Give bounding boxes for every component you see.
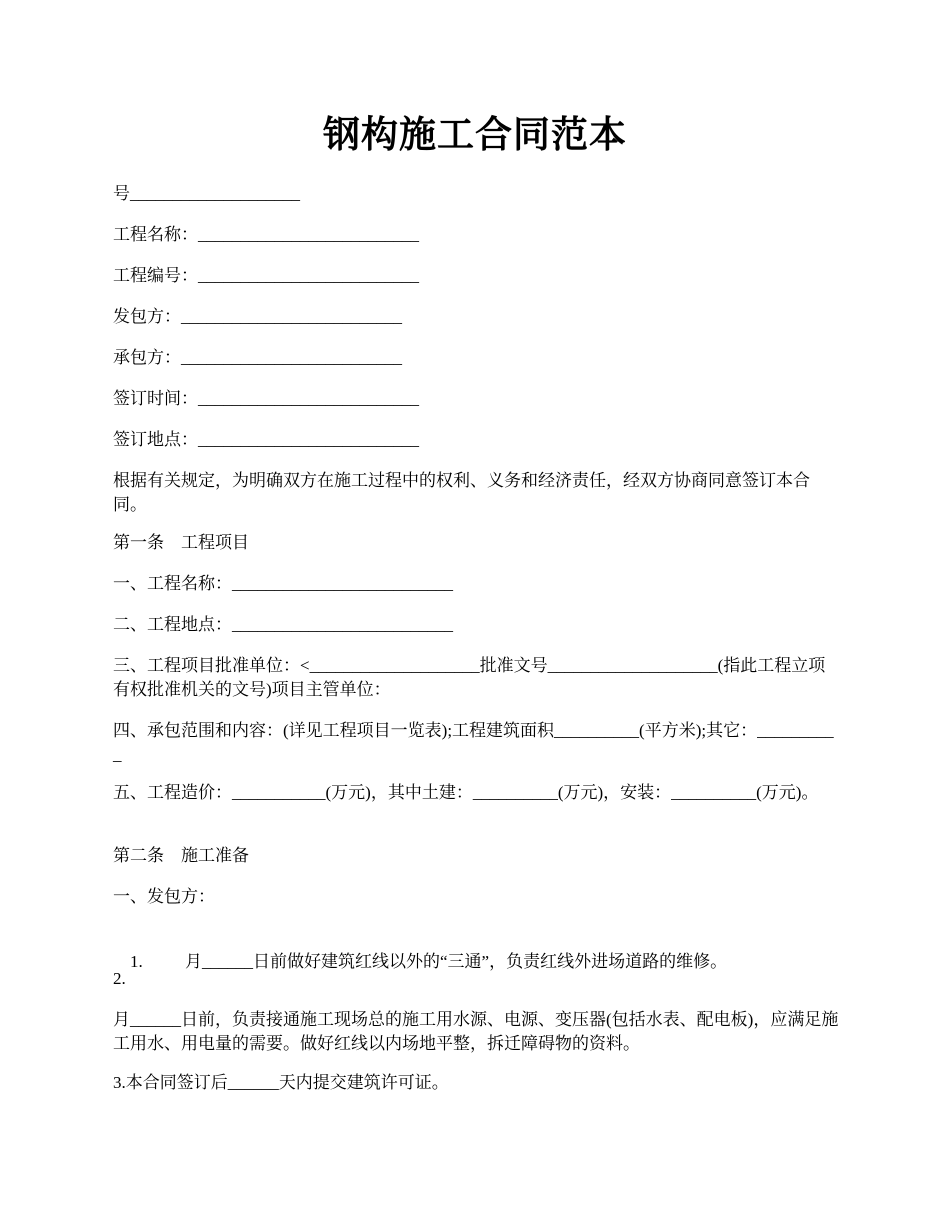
contract-number-line: 号____________________ [113, 184, 300, 203]
document-title: 钢构施工合同范本 [323, 115, 627, 156]
point-number: 1. [130, 952, 143, 971]
article-2-subheading: 一、发包方： [113, 887, 215, 906]
signing-place-line: 签订地点：__________________________ [113, 430, 419, 449]
intro-paragraph: 根据有关规定，为明确双方在施工过程中的权利、义务和经济责任，经双方协商同意签订本合同。 [113, 471, 810, 514]
project-code-line: 工程编号：__________________________ [113, 266, 419, 285]
article-2-point-2-text: 月______日前，负责接通施工现场总的施工用水源、电源、变压器(包括水表、配电板)，应满足施工用水、用电量的需要。做好红线以内场地平整，拆迁障碍物的资料。 [113, 1010, 839, 1053]
article-1-heading: 第一条 工程项目 [113, 533, 249, 552]
article-1-item-4: 四、承包范围和内容：(详见工程项目一览表);工程建筑面积__________(平方米);其它：__________ [113, 721, 834, 764]
article-2-point-2-number: 2. [113, 969, 126, 988]
point-text: 月______日前做好建筑红线以外的“三通”，负责红线外进场道路的维修。 [185, 952, 728, 971]
employer-line: 发包方：__________________________ [113, 307, 402, 326]
article-1-item-5: 五、工程造价：___________(万元)，其中土建：__________(万元)，安装：__________(万元)。 [113, 783, 819, 802]
article-1-item-3: 三、工程项目批准单位：<____________________批准文号____________________(指此工程立项有权批准机关的文号)项目主管单位： [113, 656, 826, 699]
contractor-line: 承包方：__________________________ [113, 348, 402, 367]
article-1-item-2: 二、工程地点：__________________________ [113, 615, 453, 634]
signing-date-line: 签订时间：__________________________ [113, 389, 419, 408]
article-1-item-1: 一、工程名称：__________________________ [113, 574, 453, 593]
project-name-line: 工程名称：__________________________ [113, 225, 419, 244]
article-2-heading: 第二条 施工准备 [113, 846, 249, 865]
article-2-point-3: 3.本合同签订后______天内提交建筑许可证。 [113, 1073, 449, 1092]
